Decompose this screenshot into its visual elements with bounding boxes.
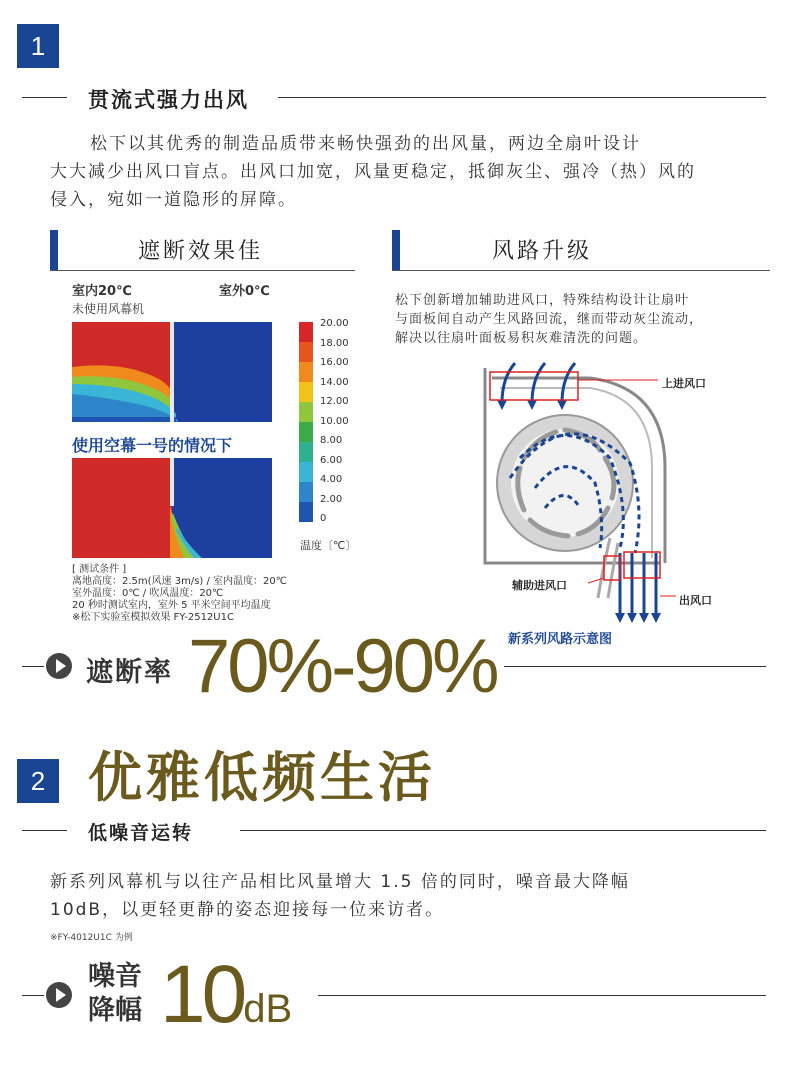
- play-bullet-icon: [46, 653, 72, 679]
- airflow-line: 松下创新增加辅助进风口，特殊结构设计让扇叶: [395, 293, 690, 308]
- play-bullet-icon: [46, 982, 72, 1008]
- condition-line: 室外温度：0℃ / 吹风温度：20℃: [72, 588, 224, 599]
- condition-line: 离地高度：2.5m(风速 3m/s) / 室内温度：20℃: [72, 576, 287, 587]
- condition-line: [ 测试条件 ]: [72, 564, 127, 575]
- outlet-label: 出风口: [679, 594, 712, 607]
- intro-line-3: 侵入，宛如一道隐形的屏障。: [50, 190, 297, 210]
- left-panel-title: 遮断效果佳: [138, 239, 264, 264]
- scale-label: 4.00: [320, 474, 343, 485]
- scale-swatch: [299, 382, 313, 402]
- condition-line: 20 秒时测试室内，室外 5 平米空间平均温度: [72, 600, 271, 611]
- scale-label: 0: [320, 513, 327, 524]
- section-2-title: 优雅低频生活: [88, 746, 436, 809]
- divider: [22, 830, 67, 831]
- aux-inlet-label: 辅助进风口: [512, 579, 567, 592]
- divider: [240, 830, 766, 831]
- top-inlet-label: 上进风口: [662, 377, 706, 390]
- scale-label: 8.00: [320, 435, 343, 446]
- divider: [504, 666, 766, 667]
- temperature-color-scale: [299, 322, 313, 522]
- section-number-1: 1: [17, 24, 59, 68]
- right-panel-header: [392, 230, 770, 271]
- divider: [318, 995, 766, 996]
- divider: [22, 666, 44, 667]
- scale-label: 16.00: [320, 357, 349, 368]
- header-accent-bar: [392, 230, 400, 270]
- airflow-line: 与面板间自动产生风路回流，继而带动灰尘流动，: [395, 312, 704, 327]
- block-rate-label: 遮断率: [86, 657, 173, 688]
- scale-swatch: [299, 442, 313, 462]
- section-2-heading: 低噪音运转: [88, 822, 194, 844]
- left-panel-header: [50, 230, 355, 271]
- scale-label: 14.00: [320, 376, 349, 388]
- scale-swatch: [299, 402, 313, 422]
- model-note: ※FY-4012U1C 为例: [50, 933, 133, 943]
- right-panel-title: 风路升级: [492, 239, 593, 264]
- without-curtain-label: 未使用风幕机: [72, 302, 145, 316]
- airflow-description: [395, 291, 703, 348]
- diagram-caption: 新系列风路示意图: [508, 632, 613, 647]
- intro-line-1: 松下以其优秀的制造品质带来畅快强劲的出风量，两边全扇叶设计: [90, 134, 641, 154]
- scale-label: 12.00: [320, 396, 349, 407]
- condition-line: ※松下实验室模拟效果 FY-2512U1C: [72, 612, 234, 623]
- scale-label: 18.00: [320, 337, 349, 349]
- with-curtain-label: 使用空幕一号的情况下: [72, 436, 233, 455]
- noise-line-2: 10dB，以更轻更静的姿态迎接每一位来访者。: [50, 900, 445, 920]
- test-conditions: [72, 564, 287, 624]
- noise-reduction-label: [88, 960, 142, 1028]
- noise-value-unit: dB: [243, 987, 293, 1031]
- section-heading: 贯流式强力出风: [88, 88, 249, 112]
- scale-label: 20.00: [320, 318, 349, 329]
- scale-label: 10.00: [320, 415, 349, 427]
- divider: [22, 97, 67, 98]
- scale-swatch: [299, 422, 313, 442]
- airflow-line: 解决以往扇叶面板易积灰难清洗的问题。: [395, 331, 648, 346]
- simulation-without-curtain: [72, 322, 272, 422]
- noise-value-number: 10: [160, 949, 244, 1040]
- indoor-label: 室内20℃: [72, 284, 132, 299]
- noise-reduction-value: [160, 950, 292, 1054]
- outdoor-label: 室外0℃: [219, 284, 270, 299]
- noise-label-line: 降幅: [88, 995, 142, 1026]
- scale-swatch: [299, 462, 313, 482]
- divider: [278, 97, 766, 98]
- block-rate-value: 70%-90%: [188, 624, 497, 709]
- scale-swatch: [299, 322, 313, 342]
- scale-label: 2.00: [320, 493, 343, 505]
- noise-line-1: 新系列风幕机与以往产品相比风量增大 1.5 倍的同时，噪音最大降幅: [50, 872, 630, 892]
- noise-label-line: 噪音: [88, 961, 142, 992]
- intro-line-2: 大大减少出风口盲点。出风口加宽，风量更稳定，抵御灰尘、强冷（热）风的: [50, 162, 696, 182]
- section-number-2: 2: [17, 759, 59, 803]
- divider: [22, 995, 44, 996]
- scale-label: 6.00: [320, 454, 343, 466]
- scale-swatch: [299, 482, 313, 502]
- scale-swatch: [299, 362, 313, 382]
- simulation-with-curtain: [72, 458, 272, 558]
- temperature-unit: 温度〔℃〕: [300, 539, 357, 552]
- scale-swatch: [299, 342, 313, 362]
- scale-swatch: [299, 502, 313, 522]
- header-accent-bar: [50, 230, 58, 270]
